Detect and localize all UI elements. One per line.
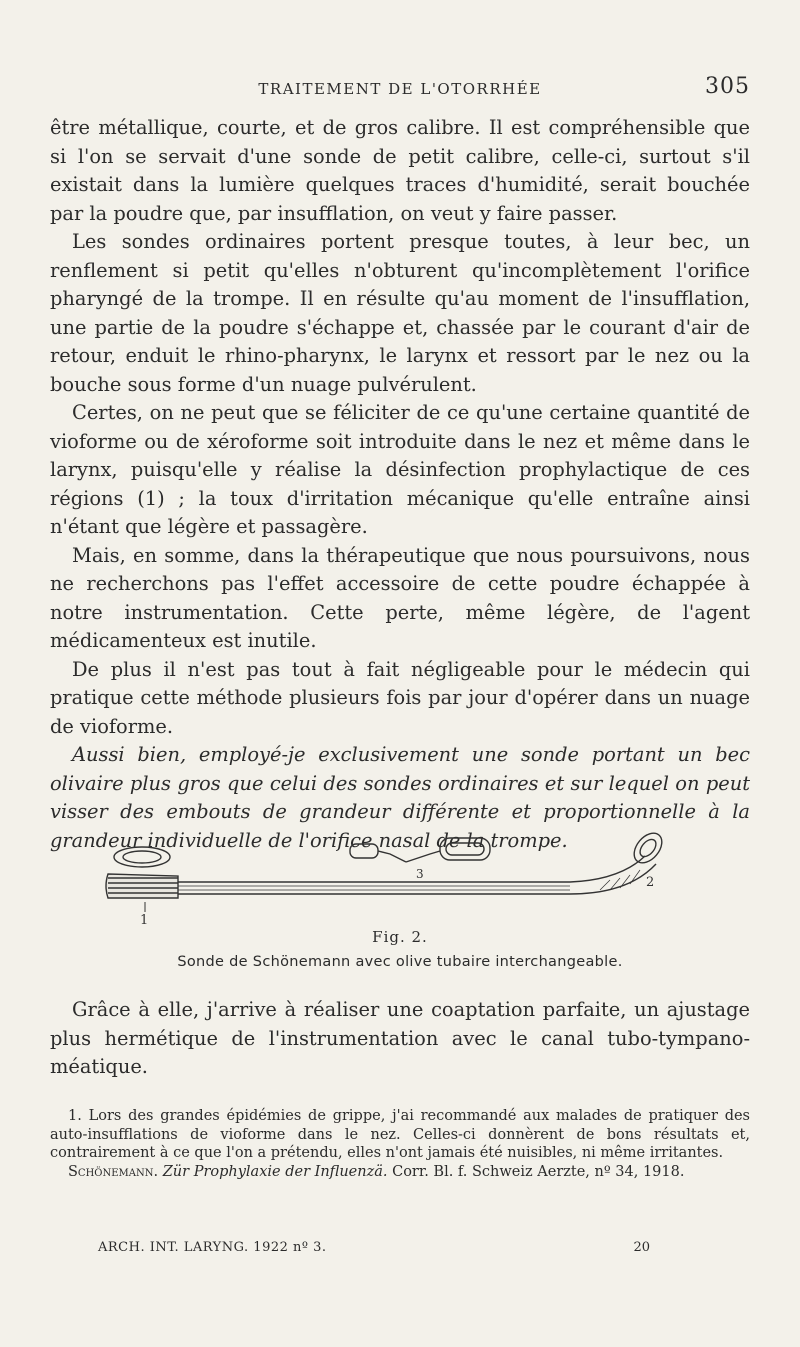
body-text-after-figure [50, 996, 750, 1082]
figure-caption [50, 928, 750, 970]
footnote [50, 1107, 750, 1181]
paragraph: être métallique, courte, et de gros calibre. Il est compréhensible que si l'on se servait d'une sonde de petit calibre, celle-ci, surtout s'il existait dans la lumière quelques traces d'humidité, serait bouchée par la poudre que, par insufflation, on veut y faire passer. [50, 116, 750, 225]
body-text [50, 114, 750, 855]
footnote-marker: 1. [68, 1108, 82, 1124]
reference-author: Schönemann. [68, 1163, 159, 1180]
running-title: TRAITEMENT DE L'OTORRHÉE [258, 80, 542, 98]
reference-title: Zür Prophylaxie der Influenzä. [162, 1163, 388, 1180]
page-number: 305 [705, 74, 750, 99]
catheter-drawing [100, 826, 700, 926]
paragraph: Les sondes ordinaires portent presque toutes, à leur bec, un renflement si petit qu'elles n'obturent qu'incomplètement l'orifice pharyngé de la trompe. Il en résulte qu'au moment de l'insufflation, une partie de la poudre s'échappe et, chassée par le courant d'air de retour, enduit le rhino-pharynx, le larynx et ressort par le nez ou la bouche sous forme d'un nuage pulvérulent. [50, 230, 750, 396]
figure-description: Sonde de Schönemann avec olive tubaire interchangeable. [177, 954, 623, 970]
signature-mark: 20 [633, 1240, 650, 1255]
paragraph: Mais, en somme, dans la thérapeutique que nous poursuivons, nous ne recherchons pas l'effet accessoire de cette poudre échappée à notre instrumentation. Cette perte, même légère, de l'agent médicamenteux est inutile. [50, 543, 750, 652]
paragraph: Grâce à elle, j'arrive à réaliser une coaptation parfaite, un ajustage plus hermétique de l'instrumentation avec le canal tubo-tympano-méatique. [50, 998, 750, 1078]
footnote-body: Lors des grandes épidémies de grippe, j'ai recommandé aux malades de pratiquer des auto-insufflations de vioforme dans le nez. Celles-ci donnèrent de bons résultats et, contrairement à ce que l'on a prétendu, elles n'ont jamais été nuisibles, ni même irritantes. [50, 1108, 750, 1162]
paragraph: De plus il n'est pas tout à fait négligeable pour le médecin qui pratique cette méthode plusieurs fois par jour d'opérer dans un nuage de vioforme. [50, 657, 750, 738]
footnote-reference [50, 1163, 750, 1182]
part-label-2: 2 [646, 875, 655, 890]
part-label-3: 3 [416, 867, 424, 881]
part-label-1: 1 [140, 913, 149, 926]
page-header [50, 74, 750, 104]
figure-catheter-illustration [100, 826, 700, 926]
figure-label: Fig. 2. [372, 928, 428, 946]
journal-signature: ARCH. INT. LARYNG. 1922 nº 3. [98, 1240, 327, 1255]
footnote-text [50, 1107, 750, 1163]
paragraph: Certes, on ne peut que se féliciter de ce qu'une certaine quantité de vioforme ou de xéroforme soit introduite dans le nez et même dans le larynx, puisqu'elle y réalise la désinfection prophylactique de ces régions (1) ; la toux d'irritation mécanique qu'elle entraîne ainsi n'étant que légère et passagère. [50, 401, 750, 538]
page-footer [98, 1240, 650, 1260]
reference-details: Corr. Bl. f. Schweiz Aerzte, nº 34, 1918. [392, 1163, 685, 1180]
paragraph-italic: Aussi bien, employé-je exclusivement une sonde portant un bec olivaire plus gros que celui des sondes ordinaires et sur lequel on peut visser des embouts de grandeur différente et proportionnelle à la grandeur individuelle de l'orifice nasal de la trompe. [50, 743, 750, 852]
